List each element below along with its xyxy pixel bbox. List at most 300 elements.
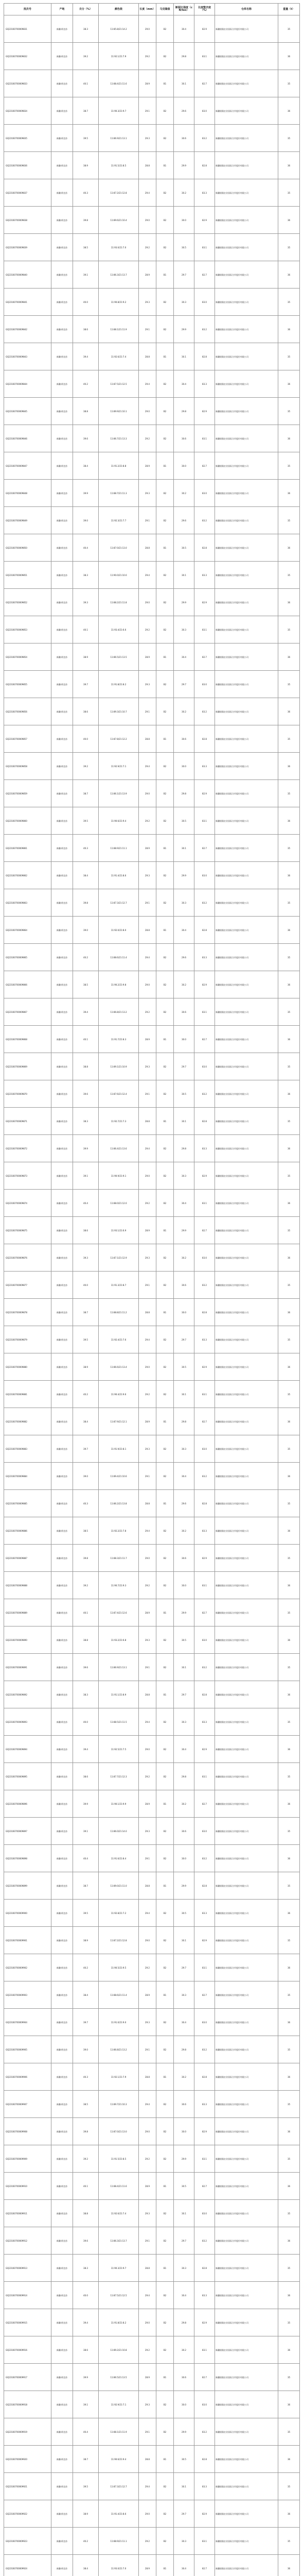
cell-weight: 36: [278, 316, 300, 343]
cell-lint-percent: 39.0: [73, 1463, 99, 1490]
cell-batch-id: GQ23160700009898: [4, 1845, 51, 1872]
cell-batch-id: GQ23160700009844: [4, 370, 51, 398]
cell-origin: 新疆·阿克苏: [51, 2500, 73, 2528]
cell-uniformity: 82.7: [194, 1790, 215, 1818]
table-row: [4, 1763, 300, 1790]
table-row: [4, 1217, 300, 1244]
cell-strength: 30.5: [174, 807, 194, 835]
cell-uniformity: 82.9: [194, 589, 215, 616]
cell-batch-id: GQ23160700009863: [4, 889, 51, 917]
cell-batch-id: GQ23160700009914: [4, 2282, 51, 2309]
table-row: [4, 2255, 300, 2282]
cell-origin: 新疆·阿克苏: [51, 971, 73, 998]
cell-micronaire: B2: [156, 480, 174, 507]
cell-lint-percent: 39.9: [73, 2364, 99, 2391]
cell-color-grade: 11:89.3/21:10.7: [99, 698, 139, 725]
cell-micronaire: B2: [156, 2336, 174, 2364]
cell-weight: 36: [278, 1408, 300, 1435]
cell-batch-id: GQ23160700009917: [4, 2364, 51, 2391]
cell-strength: 30.5: [174, 1900, 194, 1927]
cell-uniformity: 83.2: [194, 1272, 215, 1299]
cell-weight: 36: [278, 1845, 300, 1872]
cell-warehouse: 新疆银隆农业国际合作股份有限公司: [215, 1490, 278, 1517]
table-row: [4, 2364, 300, 2391]
cell-color-grade: 11:93.1/21:6.9: [99, 1217, 139, 1244]
cell-uniformity: 82.8: [194, 917, 215, 944]
cell-batch-id: GQ23160700009887: [4, 1545, 51, 1572]
cell-color-grade: 11:90.3/21:9.7: [99, 2255, 139, 2282]
cell-lint-percent: 40.2: [73, 1381, 99, 1408]
cell-weight: 35: [278, 944, 300, 971]
cell-length: 28.9: [139, 2173, 156, 2200]
cell-color-grade: 11:91.1/21:8.9: [99, 1681, 139, 1708]
cell-lint-percent: 38.9: [73, 1353, 99, 1381]
cell-length: 29.3: [139, 1053, 156, 1080]
cell-origin: 新疆·阿克苏: [51, 2009, 73, 2036]
cell-length: 28.8: [139, 2063, 156, 2091]
cell-color-grade: 11:87.3/21:12.7: [99, 889, 139, 917]
table-row: [4, 2555, 300, 2576]
cell-length: 29.2: [139, 1572, 156, 1599]
cell-weight: 35: [278, 398, 300, 425]
cell-warehouse: 新疆银隆农业国际合作股份有限公司: [215, 1626, 278, 1654]
table-row: [4, 725, 300, 753]
cell-color-grade: 11:86.4/21:13.6: [99, 1135, 139, 1162]
cell-uniformity: 82.9: [194, 1927, 215, 1954]
cell-weight: 36: [278, 1244, 300, 1272]
table-row: [4, 2500, 300, 2528]
table-row: [4, 1490, 300, 1517]
cell-lint-percent: 38.8: [73, 1626, 99, 1654]
table-row: [4, 2063, 300, 2091]
cell-length: 28.8: [139, 343, 156, 370]
cell-weight: 36: [278, 261, 300, 289]
table-row: [4, 234, 300, 261]
cell-length: 29.2: [139, 616, 156, 643]
table-row: [4, 70, 300, 97]
cell-batch-id: GQ23160700009905: [4, 2036, 51, 2063]
table-row: [4, 289, 300, 316]
cell-color-grade: 11:92.5/21:7.5: [99, 1736, 139, 1763]
cell-strength: 30.5: [174, 1080, 194, 1108]
cell-length: 29.4: [139, 1135, 156, 1162]
cell-strength: 30.6: [174, 2364, 194, 2391]
cell-micronaire: B2: [156, 753, 174, 780]
cell-color-grade: 11:87.8/21:12.2: [99, 725, 139, 753]
cell-strength: 29.8: [174, 2036, 194, 2063]
cell-micronaire: B2: [156, 2200, 174, 2227]
cell-color-grade: 11:86.3/21:13.7: [99, 261, 139, 289]
cell-warehouse: 新疆银隆农业国际合作股份有限公司: [215, 2227, 278, 2255]
cell-micronaire: B1: [156, 261, 174, 289]
table-row: [4, 1353, 300, 1381]
table-row: [4, 1981, 300, 2009]
cell-warehouse: 新疆银隆农业国际合作股份有限公司: [215, 862, 278, 889]
cell-micronaire: B1: [156, 152, 174, 179]
cell-warehouse: 新疆银隆农业国际合作股份有限公司: [215, 889, 278, 917]
cell-origin: 新疆·阿克苏: [51, 2145, 73, 2173]
cell-batch-id: GQ23160700009859: [4, 780, 51, 807]
cell-weight: 36: [278, 2118, 300, 2145]
cell-strength: 29.8: [174, 1408, 194, 1435]
table-row: [4, 1381, 300, 1408]
cell-length: 29.4: [139, 753, 156, 780]
cell-length: 29.4: [139, 2473, 156, 2500]
cell-warehouse: 新疆银隆农业国际合作股份有限公司: [215, 1244, 278, 1272]
cell-micronaire: B2: [156, 2091, 174, 2118]
cell-weight: 35: [278, 1053, 300, 1080]
cell-micronaire: B2: [156, 944, 174, 971]
cell-micronaire: B1: [156, 452, 174, 480]
cell-length: 28.9: [139, 2364, 156, 2391]
table-row: [4, 1408, 300, 1435]
cell-lint-percent: 39.6: [73, 1080, 99, 1108]
table-row: [4, 2173, 300, 2200]
cell-micronaire: B2: [156, 562, 174, 589]
cell-lint-percent: 38.3: [73, 15, 99, 43]
cell-length: 29.4: [139, 2282, 156, 2309]
cell-color-grade: 11:87.2/21:12.8: [99, 1927, 139, 1954]
cell-lint-percent: 40.3: [73, 835, 99, 862]
cell-lint-percent: 38.3: [73, 2255, 99, 2282]
table-row: [4, 507, 300, 534]
cell-uniformity: 83.1: [194, 425, 215, 452]
cell-micronaire: B2: [156, 207, 174, 234]
cell-weight: 36: [278, 643, 300, 671]
cell-origin: 新疆·阿克苏: [51, 1490, 73, 1517]
cell-warehouse: 新疆银隆农业国际合作股份有限公司: [215, 2473, 278, 2500]
cell-weight: 36: [278, 534, 300, 562]
cell-length: 29.2: [139, 1954, 156, 1981]
cell-weight: 36: [278, 2009, 300, 2036]
cell-strength: 30.3: [174, 1708, 194, 1736]
cell-strength: 30.4: [174, 2282, 194, 2309]
cell-uniformity: 83.0: [194, 480, 215, 507]
cell-weight: 36: [278, 862, 300, 889]
cell-batch-id: GQ23160700009873: [4, 1162, 51, 1190]
cell-warehouse: 新疆银隆农业国际合作股份有限公司: [215, 70, 278, 97]
cell-color-grade: 11:90.1/21:9.9: [99, 1790, 139, 1818]
cell-weight: 35: [278, 562, 300, 589]
table-row: [4, 125, 300, 152]
cell-uniformity: 83.0: [194, 1053, 215, 1080]
cell-warehouse: 新疆银隆农业国际合作股份有限公司: [215, 343, 278, 370]
cell-strength: 30.6: [174, 725, 194, 753]
cell-strength: 29.7: [174, 1954, 194, 1981]
table-row: [4, 780, 300, 807]
table-row: [4, 1463, 300, 1490]
cell-color-grade: 11:93.0/21:7.0: [99, 2555, 139, 2576]
cell-batch-id: GQ23160700009896: [4, 1790, 51, 1818]
cell-weight: 36: [278, 1790, 300, 1818]
cell-color-grade: 11:92.2/21:7.8: [99, 1517, 139, 1545]
cell-color-grade: 11:86.0/21:14.0: [99, 1818, 139, 1845]
cell-length: 29.2: [139, 2336, 156, 2364]
cell-weight: 35: [278, 1381, 300, 1408]
cell-lint-percent: 40.1: [73, 1026, 99, 1053]
cell-batch-id: GQ23160700009876: [4, 1244, 51, 1272]
cell-lint-percent: 40.4: [73, 534, 99, 562]
cell-color-grade: 11:92.6/21:7.4: [99, 2200, 139, 2227]
cell-micronaire: B2: [156, 1244, 174, 1272]
cell-color-grade: 11:86.6/21:13.4: [99, 1353, 139, 1381]
cell-micronaire: B2: [156, 1162, 174, 1190]
cell-uniformity: 82.8: [194, 1490, 215, 1517]
cell-strength: 30.3: [174, 616, 194, 643]
cell-warehouse: 新疆银隆农业国际合作股份有限公司: [215, 2255, 278, 2282]
cell-lint-percent: 40.3: [73, 179, 99, 207]
cell-micronaire: B2: [156, 2473, 174, 2500]
cell-uniformity: 83.2: [194, 1463, 215, 1490]
cell-warehouse: 新疆银隆农业国际合作股份有限公司: [215, 43, 278, 70]
cell-micronaire: B2: [156, 889, 174, 917]
cell-length: 29.0: [139, 589, 156, 616]
cell-batch-id: GQ23160700009837: [4, 179, 51, 207]
cell-origin: 新疆·阿克苏: [51, 1272, 73, 1299]
cell-micronaire: B1: [156, 2446, 174, 2473]
cell-strength: 30.2: [174, 971, 194, 998]
cell-uniformity: 83.1: [194, 1381, 215, 1408]
cell-batch-id: GQ23160700009910: [4, 2173, 51, 2200]
cell-origin: 新疆·阿克苏: [51, 917, 73, 944]
cell-batch-id: GQ23160700009860: [4, 807, 51, 835]
cell-warehouse: 新疆银隆农业国际合作股份有限公司: [215, 97, 278, 125]
cell-uniformity: 83.2: [194, 2418, 215, 2446]
cell-uniformity: 82.9: [194, 398, 215, 425]
table-row: [4, 753, 300, 780]
cell-color-grade: 11:91.2/21:8.8: [99, 452, 139, 480]
cell-warehouse: 新疆银隆农业国际合作股份有限公司: [215, 2528, 278, 2555]
cell-lint-percent: 38.9: [73, 2500, 99, 2528]
cell-color-grade: 11:92.1/21:7.9: [99, 2063, 139, 2091]
table-row: [4, 2473, 300, 2500]
cell-uniformity: 82.7: [194, 1217, 215, 1244]
cell-length: 29.4: [139, 179, 156, 207]
cell-origin: 新疆·阿克苏: [51, 835, 73, 862]
cell-uniformity: 82.9: [194, 2118, 215, 2145]
cell-weight: 36: [278, 807, 300, 835]
cell-lint-percent: 39.7: [73, 1435, 99, 1463]
cell-lint-percent: 40.4: [73, 1190, 99, 1217]
cell-color-grade: 11:89.9/21:10.1: [99, 398, 139, 425]
cell-micronaire: B2: [156, 398, 174, 425]
table-row: [4, 452, 300, 480]
cell-lint-percent: 40.1: [73, 1599, 99, 1626]
table-row: [4, 1708, 300, 1736]
cell-micronaire: B2: [156, 1463, 174, 1490]
cell-color-grade: 11:92.9/21:7.1: [99, 2391, 139, 2418]
cell-lint-percent: 40.4: [73, 2418, 99, 2446]
cell-uniformity: 82.8: [194, 725, 215, 753]
cell-length: 28.8: [139, 1681, 156, 1708]
cell-uniformity: 83.1: [194, 43, 215, 70]
table-row: [4, 261, 300, 289]
cell-strength: 30.0: [174, 1299, 194, 1326]
cell-color-grade: 11:88.4/21:11.6: [99, 2173, 139, 2200]
cell-color-grade: 11:87.1/21:12.9: [99, 1244, 139, 1272]
cell-strength: 29.6: [174, 507, 194, 534]
cell-weight: 36: [278, 1572, 300, 1599]
cell-color-grade: 11:86.8/21:13.2: [99, 998, 139, 1026]
cell-weight: 35: [278, 889, 300, 917]
cell-micronaire: B2: [156, 2528, 174, 2555]
cell-length: 29.3: [139, 1818, 156, 1845]
cell-origin: 新疆·阿克苏: [51, 862, 73, 889]
cell-micronaire: B2: [156, 2391, 174, 2418]
cell-length: 29.0: [139, 1736, 156, 1763]
cell-batch-id: GQ23160700009886: [4, 1517, 51, 1545]
cell-weight: 36: [278, 1681, 300, 1708]
cell-strength: 30.0: [174, 1845, 194, 1872]
cell-uniformity: 82.8: [194, 1681, 215, 1708]
header-micronaire: 马克隆值: [156, 4, 174, 15]
cell-color-grade: 11:87.6/21:12.4: [99, 1080, 139, 1108]
cell-batch-id: GQ23160700009913: [4, 2255, 51, 2282]
cell-uniformity: 83.0: [194, 2391, 215, 2418]
cell-micronaire: B2: [156, 1763, 174, 1790]
cell-warehouse: 新疆银隆农业国际合作股份有限公司: [215, 1599, 278, 1626]
cell-warehouse: 新疆银隆农业国际合作股份有限公司: [215, 589, 278, 616]
cell-length: 29.0: [139, 15, 156, 43]
cell-micronaire: B2: [156, 1517, 174, 1545]
cell-batch-id: GQ23160700009861: [4, 835, 51, 862]
cell-color-grade: 11:90.2/21:9.8: [99, 971, 139, 998]
cell-length: 29.3: [139, 1244, 156, 1272]
cell-weight: 36: [278, 971, 300, 998]
cell-uniformity: 82.8: [194, 2063, 215, 2091]
cell-batch-id: GQ23160700009893: [4, 1708, 51, 1736]
cell-batch-id: GQ23160700009864: [4, 917, 51, 944]
cell-strength: 30.6: [174, 125, 194, 152]
cell-strength: 29.6: [174, 1490, 194, 1517]
cell-uniformity: 83.2: [194, 316, 215, 343]
cell-origin: 新疆·阿克苏: [51, 1299, 73, 1326]
cell-warehouse: 新疆银隆农业国际合作股份有限公司: [215, 370, 278, 398]
header-origin: 产地: [51, 4, 73, 15]
cell-length: 29.1: [139, 1463, 156, 1490]
cell-batch-id: GQ23160700009911: [4, 2200, 51, 2227]
cell-batch-id: GQ23160700009892: [4, 1681, 51, 1708]
cell-uniformity: 83.3: [194, 179, 215, 207]
cell-weight: 35: [278, 1435, 300, 1463]
cell-length: 29.2: [139, 1190, 156, 1217]
cell-uniformity: 83.0: [194, 97, 215, 125]
cell-origin: 新疆·阿克苏: [51, 780, 73, 807]
cell-lint-percent: 39.6: [73, 425, 99, 452]
cell-uniformity: 83.2: [194, 1080, 215, 1108]
cell-batch-id: GQ23160700009903: [4, 1981, 51, 2009]
cell-weight: 35: [278, 2473, 300, 2500]
cell-warehouse: 新疆银隆农业国际合作股份有限公司: [215, 234, 278, 261]
cell-weight: 35: [278, 725, 300, 753]
cell-color-grade: 11:87.0/21:13.0: [99, 534, 139, 562]
cell-length: 29.4: [139, 1517, 156, 1545]
cell-batch-id: GQ23160700009866: [4, 971, 51, 998]
cell-length: 29.0: [139, 398, 156, 425]
cell-batch-id: GQ23160700009851: [4, 562, 51, 589]
cell-uniformity: 82.8: [194, 1108, 215, 1135]
cell-length: 29.0: [139, 2118, 156, 2145]
table-row: [4, 1272, 300, 1299]
cell-micronaire: B2: [156, 2118, 174, 2145]
cell-lint-percent: 38.3: [73, 1108, 99, 1135]
cell-lint-percent: 38.6: [73, 1217, 99, 1244]
cell-lint-percent: 39.1: [73, 1818, 99, 1845]
cell-micronaire: B1: [156, 2063, 174, 2091]
cell-batch-id: GQ23160700009849: [4, 507, 51, 534]
cell-length: 29.1: [139, 507, 156, 534]
cell-lint-percent: 39.4: [73, 1736, 99, 1763]
cell-length: 29.0: [139, 2309, 156, 2336]
cell-strength: 30.6: [174, 2091, 194, 2118]
cell-micronaire: B1: [156, 2173, 174, 2200]
cell-strength: 30.3: [174, 1435, 194, 1463]
table-row: [4, 1626, 300, 1654]
cell-lint-percent: 40.0: [73, 725, 99, 753]
cell-warehouse: 新疆银隆农业国际合作股份有限公司: [215, 2309, 278, 2336]
cell-batch-id: GQ23160700009840: [4, 261, 51, 289]
cell-weight: 36: [278, 1135, 300, 1162]
cell-length: 29.3: [139, 1435, 156, 1463]
cell-uniformity: 82.8: [194, 534, 215, 562]
cell-uniformity: 82.7: [194, 261, 215, 289]
cell-uniformity: 82.7: [194, 2173, 215, 2200]
cell-color-grade: 11:88.7/21:11.3: [99, 480, 139, 507]
cell-origin: 新疆·阿克苏: [51, 207, 73, 234]
cell-micronaire: B2: [156, 1381, 174, 1408]
cell-length: 29.2: [139, 425, 156, 452]
table-row: [4, 179, 300, 207]
cell-lint-percent: 38.9: [73, 643, 99, 671]
cell-batch-id: GQ23160700009920: [4, 2446, 51, 2473]
cell-batch-id: GQ23160700009850: [4, 534, 51, 562]
cell-lint-percent: 39.9: [73, 1135, 99, 1162]
cell-color-grade: 11:88.9/21:11.1: [99, 835, 139, 862]
cell-batch-id: GQ23160700009902: [4, 1954, 51, 1981]
cell-color-grade: 11:91.7/21:8.3: [99, 1026, 139, 1053]
cell-micronaire: B2: [156, 370, 174, 398]
cell-uniformity: 83.2: [194, 1845, 215, 1872]
cell-micronaire: B1: [156, 917, 174, 944]
cell-lint-percent: 39.6: [73, 1654, 99, 1681]
cell-warehouse: 新疆银隆农业国际合作股份有限公司: [215, 480, 278, 507]
cell-weight: 36: [278, 2336, 300, 2364]
table-row: [4, 2091, 300, 2118]
cell-warehouse: 新疆银隆农业国际合作股份有限公司: [215, 2009, 278, 2036]
cell-weight: 36: [278, 1463, 300, 1490]
cell-batch-id: GQ23160700009922: [4, 2500, 51, 2528]
cell-weight: 35: [278, 1708, 300, 1736]
cell-batch-id: GQ23160700009857: [4, 725, 51, 753]
cell-warehouse: 新疆银隆农业国际合作股份有限公司: [215, 616, 278, 643]
cell-uniformity: 82.9: [194, 2309, 215, 2336]
cell-length: 28.8: [139, 534, 156, 562]
cell-lint-percent: 38.7: [73, 2446, 99, 2473]
cell-color-grade: 11:88.3/21:11.7: [99, 1545, 139, 1572]
cell-origin: 新疆·阿克苏: [51, 343, 73, 370]
cell-color-grade: 11:89.2/21:10.8: [99, 2336, 139, 2364]
cell-uniformity: 83.0: [194, 1818, 215, 1845]
cell-weight: 35: [278, 15, 300, 43]
cell-warehouse: 新疆银隆农业国际合作股份有限公司: [215, 1053, 278, 1080]
table-row: [4, 1818, 300, 1845]
cell-strength: 29.9: [174, 862, 194, 889]
table-row: [4, 2200, 300, 2227]
cell-lint-percent: 39.5: [73, 2473, 99, 2500]
cell-weight: 36: [278, 1517, 300, 1545]
cell-micronaire: B2: [156, 2227, 174, 2255]
cell-uniformity: 83.3: [194, 2282, 215, 2309]
